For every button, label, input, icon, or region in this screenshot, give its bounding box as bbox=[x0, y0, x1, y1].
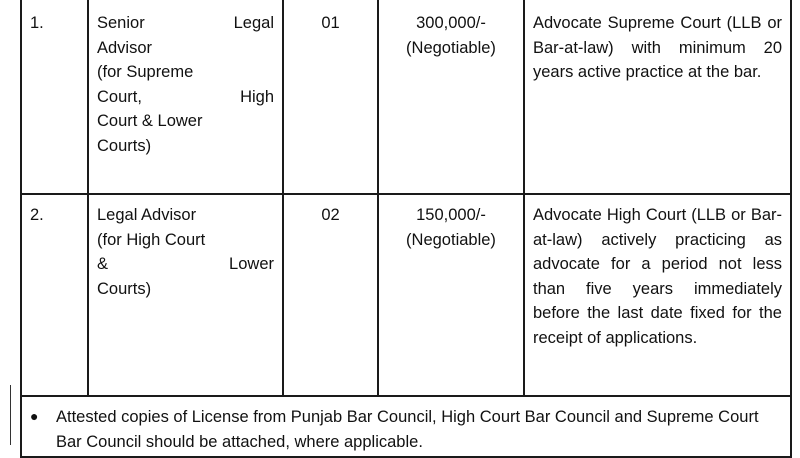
salary-amount: 150,000/- bbox=[416, 206, 486, 224]
post-title bbox=[88, 194, 283, 396]
post-title-line: Advisor bbox=[97, 38, 153, 57]
post-title-line: Court & Lower bbox=[97, 112, 203, 130]
serial-number: 1. bbox=[21, 0, 88, 194]
number-of-posts: 01 bbox=[283, 0, 378, 194]
salary bbox=[378, 0, 524, 194]
number-of-posts: 02 bbox=[283, 194, 378, 396]
qualification: Advocate Supreme Court (LLB or Bar-at-law) with minimum 20 years active practice at the bar. bbox=[524, 0, 791, 194]
salary-amount: 300,000/- bbox=[416, 14, 486, 32]
salary-note: (Negotiable) bbox=[406, 230, 496, 249]
bullet-dot-icon: ● bbox=[30, 408, 39, 424]
post-title-line: Legal Advisor bbox=[97, 206, 197, 224]
note-text: Attested copies of License from Punjab Bar Council, High Court Bar Council and Supreme Court Bar Council should be attached, where applicable. bbox=[56, 408, 759, 451]
post-title bbox=[88, 0, 283, 194]
serial-number: 2. bbox=[21, 194, 88, 396]
post-title-line: Court, High bbox=[97, 87, 274, 106]
post-title-line: (for High Court bbox=[97, 230, 206, 249]
scan-edge-border bbox=[0, 385, 11, 445]
table-row bbox=[21, 0, 791, 194]
notes-row bbox=[21, 396, 791, 457]
salary-note: (Negotiable) bbox=[406, 38, 496, 57]
post-title-line: Senior Legal bbox=[97, 14, 274, 32]
note-item bbox=[30, 405, 782, 454]
positions-table bbox=[20, 0, 792, 458]
notes-cell bbox=[21, 396, 791, 457]
qualification: Advocate High Court (LLB or Bar-at-law) actively practicing as advocate for a period not less than five years immediately before the last date fixed for the receipt of applications. bbox=[524, 194, 791, 396]
post-title-line: Courts) bbox=[97, 136, 152, 155]
post-title-line: (for Supreme bbox=[97, 63, 194, 81]
table-row bbox=[21, 194, 791, 396]
salary bbox=[378, 194, 524, 396]
post-title-line: Courts) bbox=[97, 279, 152, 298]
post-title-line: & Lower bbox=[97, 255, 274, 273]
